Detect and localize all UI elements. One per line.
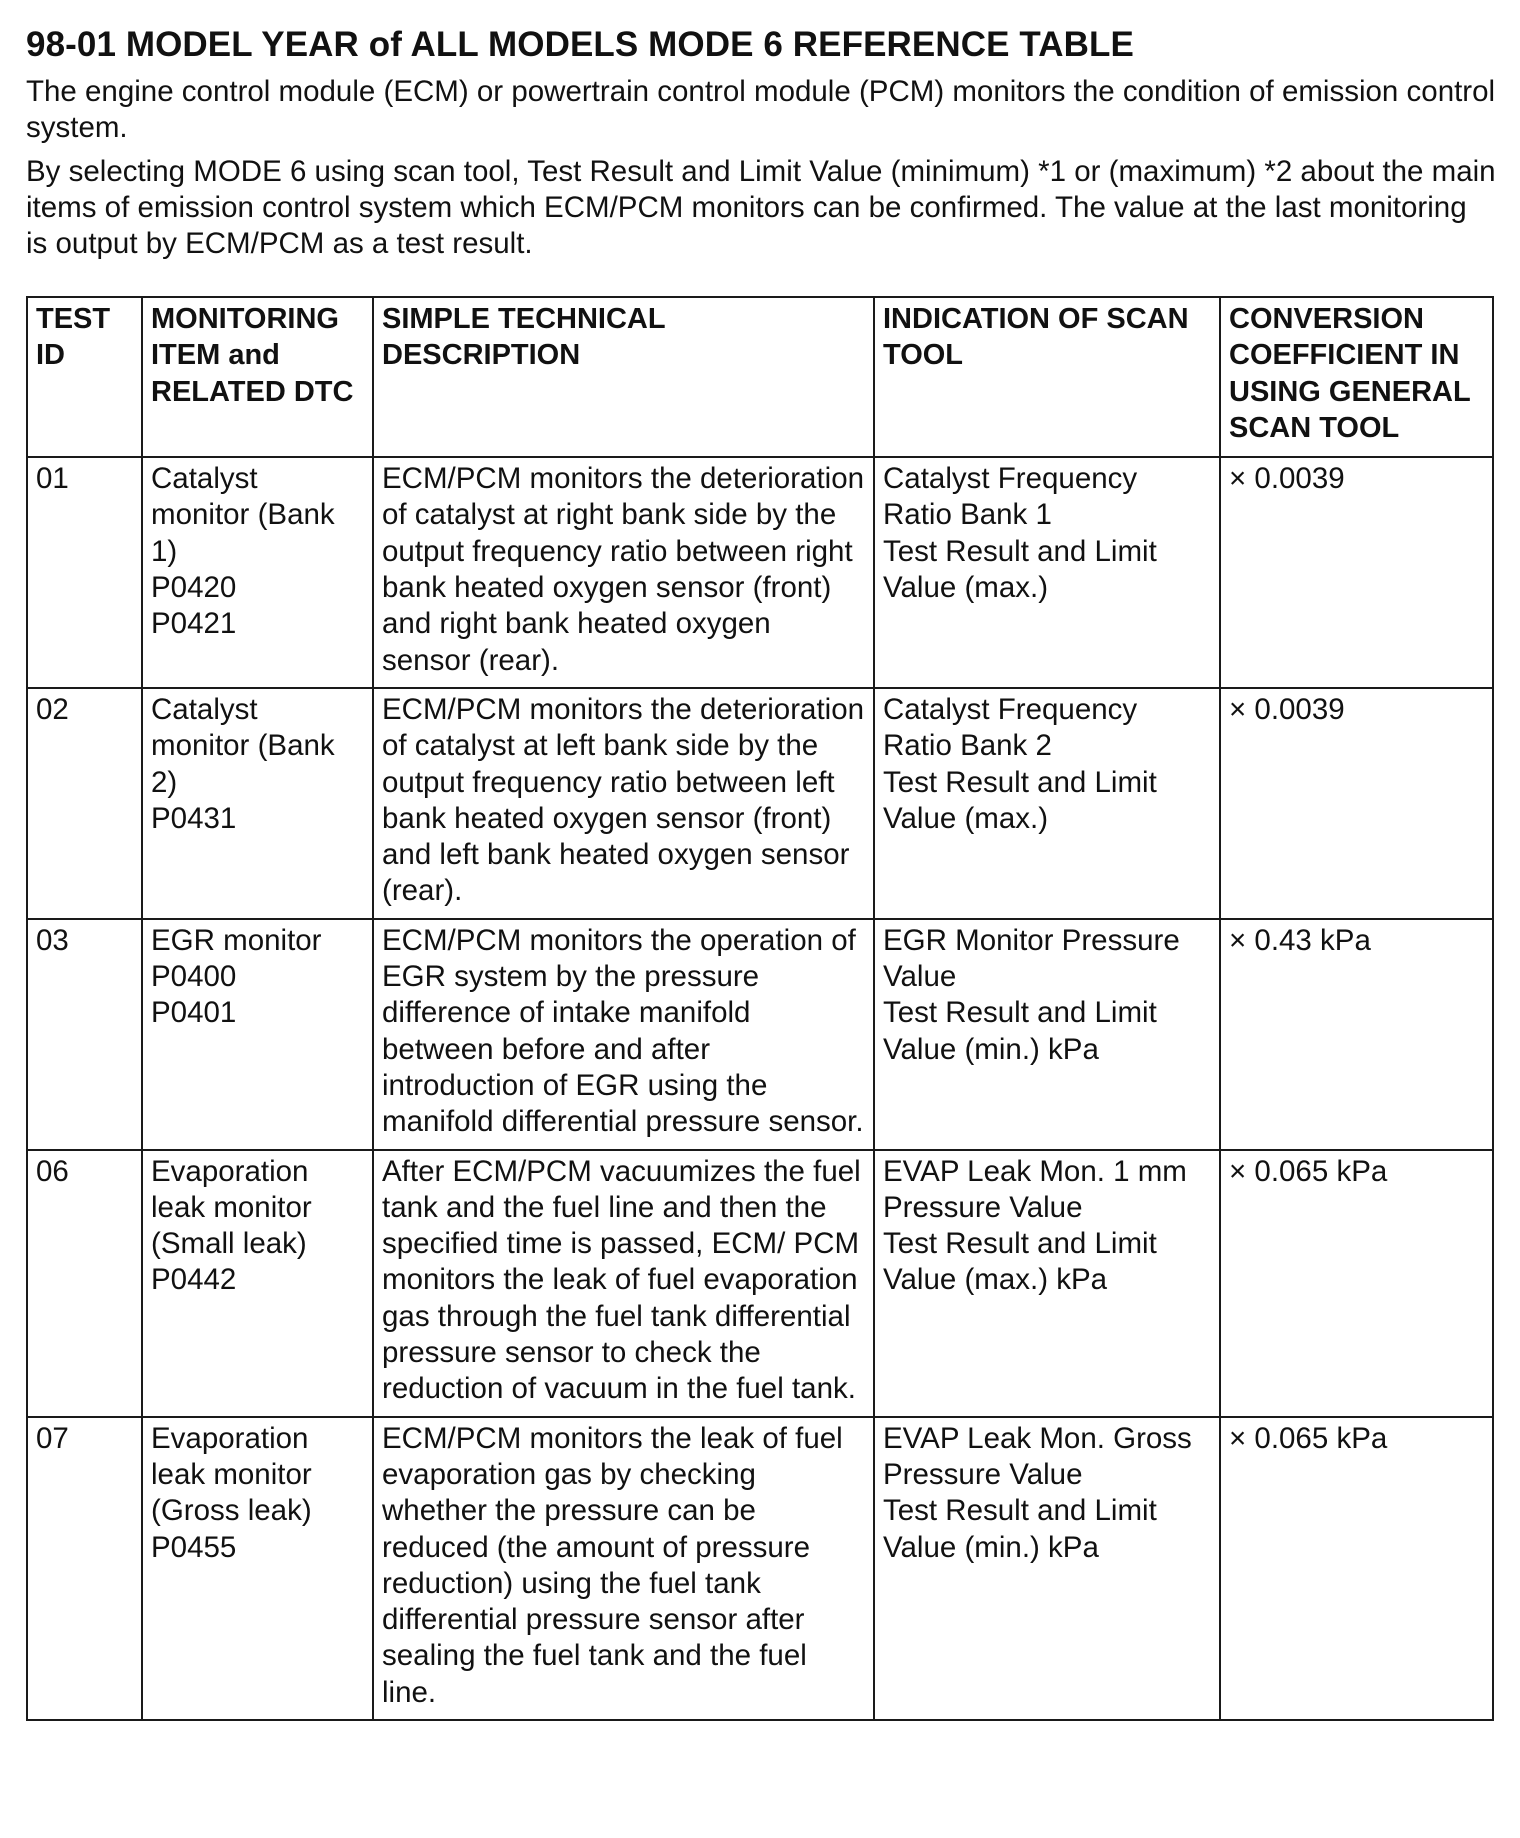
cell-conversion-coefficient: × 0.065 kPa <box>1220 1150 1493 1417</box>
indication-name: Catalyst Frequency Ratio Bank 2 <box>883 692 1138 763</box>
cell-test-id: 01 <box>27 457 142 688</box>
table-row <box>27 1150 1493 1417</box>
cell-conversion-coefficient: × 0.0039 <box>1220 457 1493 688</box>
table-row <box>27 457 1493 688</box>
item-name: Evaporation leak monitor (Small leak) <box>151 1154 312 1261</box>
cell-conversion-coefficient: × 0.43 kPa <box>1220 919 1493 1150</box>
header-scan-tool-indication: INDICATION OF SCAN TOOL <box>874 297 1220 457</box>
cell-description: ECM/PCM monitors the deterioration of catalyst at right bank side by the output frequency ratio between right bank heated oxygen sensor (front) and right bank heated oxygen sensor (rear). <box>373 457 874 688</box>
cell-test-id: 02 <box>27 688 142 919</box>
cell-monitoring-item <box>142 688 373 919</box>
cell-monitoring-item <box>142 1150 373 1417</box>
indication-result: Test Result and Limit Value (max.) kPa <box>883 1227 1157 1297</box>
indication-result: Test Result and Limit Value (min.) kPa <box>883 996 1157 1066</box>
cell-monitoring-item <box>142 1417 373 1720</box>
cell-monitoring-item <box>142 919 373 1150</box>
intro-paragraph-1: The engine control module (ECM) or powertrain control module (PCM) monitors the condition of emission control system. <box>26 75 1496 144</box>
dtc-code: P0400 <box>151 960 237 994</box>
header-monitoring-item: MONITORING ITEM and RELATED DTC <box>142 297 373 457</box>
cell-description: ECM/PCM monitors the operation of EGR system by the pressure difference of intake manifold between before and after introduction of EGR using the manifold differential pressure sensor. <box>373 919 874 1150</box>
cell-monitoring-item <box>142 457 373 688</box>
cell-test-id: 06 <box>27 1150 142 1417</box>
dtc-code: P0431 <box>151 801 237 835</box>
indication-name: EGR Monitor Pressure Value <box>883 923 1180 994</box>
cell-scan-tool-indication <box>874 1417 1220 1720</box>
dtc-code: P0401 <box>151 996 237 1030</box>
cell-scan-tool-indication <box>874 688 1220 919</box>
cell-description: ECM/PCM monitors the leak of fuel evaporation gas by checking whether the pressure can be reduced (the amount of pressure reduction) using the fuel tank differential pressure sensor after sealing the fuel tank and the fuel line. <box>373 1417 874 1720</box>
indication-result: Test Result and Limit Value (min.) kPa <box>883 1494 1157 1564</box>
document-page <box>26 22 1496 1709</box>
cell-scan-tool-indication <box>874 919 1220 1150</box>
table-row <box>27 919 1493 1150</box>
intro-paragraph-2: By selecting MODE 6 using scan tool, Test Result and Limit Value (minimum) *1 or (maximum) *2 about the main items of emission control system which ECM/PCM monitors can be confirmed. The value at the last monitoring is output by ECM/PCM as a test result. <box>26 155 1496 260</box>
mode6-reference-table <box>26 296 1494 1721</box>
table-row <box>27 688 1493 919</box>
cell-scan-tool-indication <box>874 1150 1220 1417</box>
cell-scan-tool-indication <box>874 457 1220 688</box>
page-title: 98-01 MODEL YEAR of ALL MODELS MODE 6 REFERENCE TABLE <box>26 25 1134 64</box>
cell-conversion-coefficient: × 0.065 kPa <box>1220 1417 1493 1720</box>
cell-test-id: 03 <box>27 919 142 1150</box>
header-conversion-coefficient: CONVERSION COEFFICIENT IN USING GENERAL SCAN TOOL <box>1220 297 1493 457</box>
item-name: Catalyst monitor (Bank 2) <box>151 692 335 799</box>
dtc-code: P0421 <box>151 607 237 641</box>
indication-result: Test Result and Limit Value (max.) <box>883 534 1157 605</box>
cell-description: ECM/PCM monitors the deterioration of catalyst at left bank side by the output frequency ratio between left bank heated oxygen sensor (front) and left bank heated oxygen sensor (rear). <box>373 688 874 919</box>
indication-result: Test Result and Limit Value (max.) <box>883 765 1157 835</box>
item-name: Evaporation leak monitor (Gross leak) <box>151 1421 312 1528</box>
indication-name: Catalyst Frequency Ratio Bank 1 <box>883 462 1138 532</box>
cell-conversion-coefficient: × 0.0039 <box>1220 688 1493 919</box>
indication-name: EVAP Leak Mon. 1 mm Pressure Value <box>883 1154 1187 1224</box>
header-description: SIMPLE TECHNICAL DESCRIPTION <box>373 297 874 457</box>
table-header-row <box>27 297 1493 457</box>
table-row <box>27 1417 1493 1720</box>
header-test-id: TEST ID <box>27 297 142 457</box>
dtc-code: P0442 <box>151 1263 237 1297</box>
item-name: EGR monitor <box>151 923 322 957</box>
dtc-code: P0455 <box>151 1530 237 1564</box>
indication-name: EVAP Leak Mon. Gross Pressure Value <box>883 1421 1192 1491</box>
cell-description: After ECM/PCM vacuumizes the fuel tank and the fuel line and then the specified time is passed, ECM/ PCM monitors the leak of fuel evaporation gas through the fuel tank differential pressure sensor to check the reduction of vacuum in the fuel tank. <box>373 1150 874 1417</box>
cell-test-id: 07 <box>27 1417 142 1720</box>
dtc-code: P0420 <box>151 571 237 605</box>
item-name: Catalyst monitor (Bank 1) <box>151 462 335 568</box>
